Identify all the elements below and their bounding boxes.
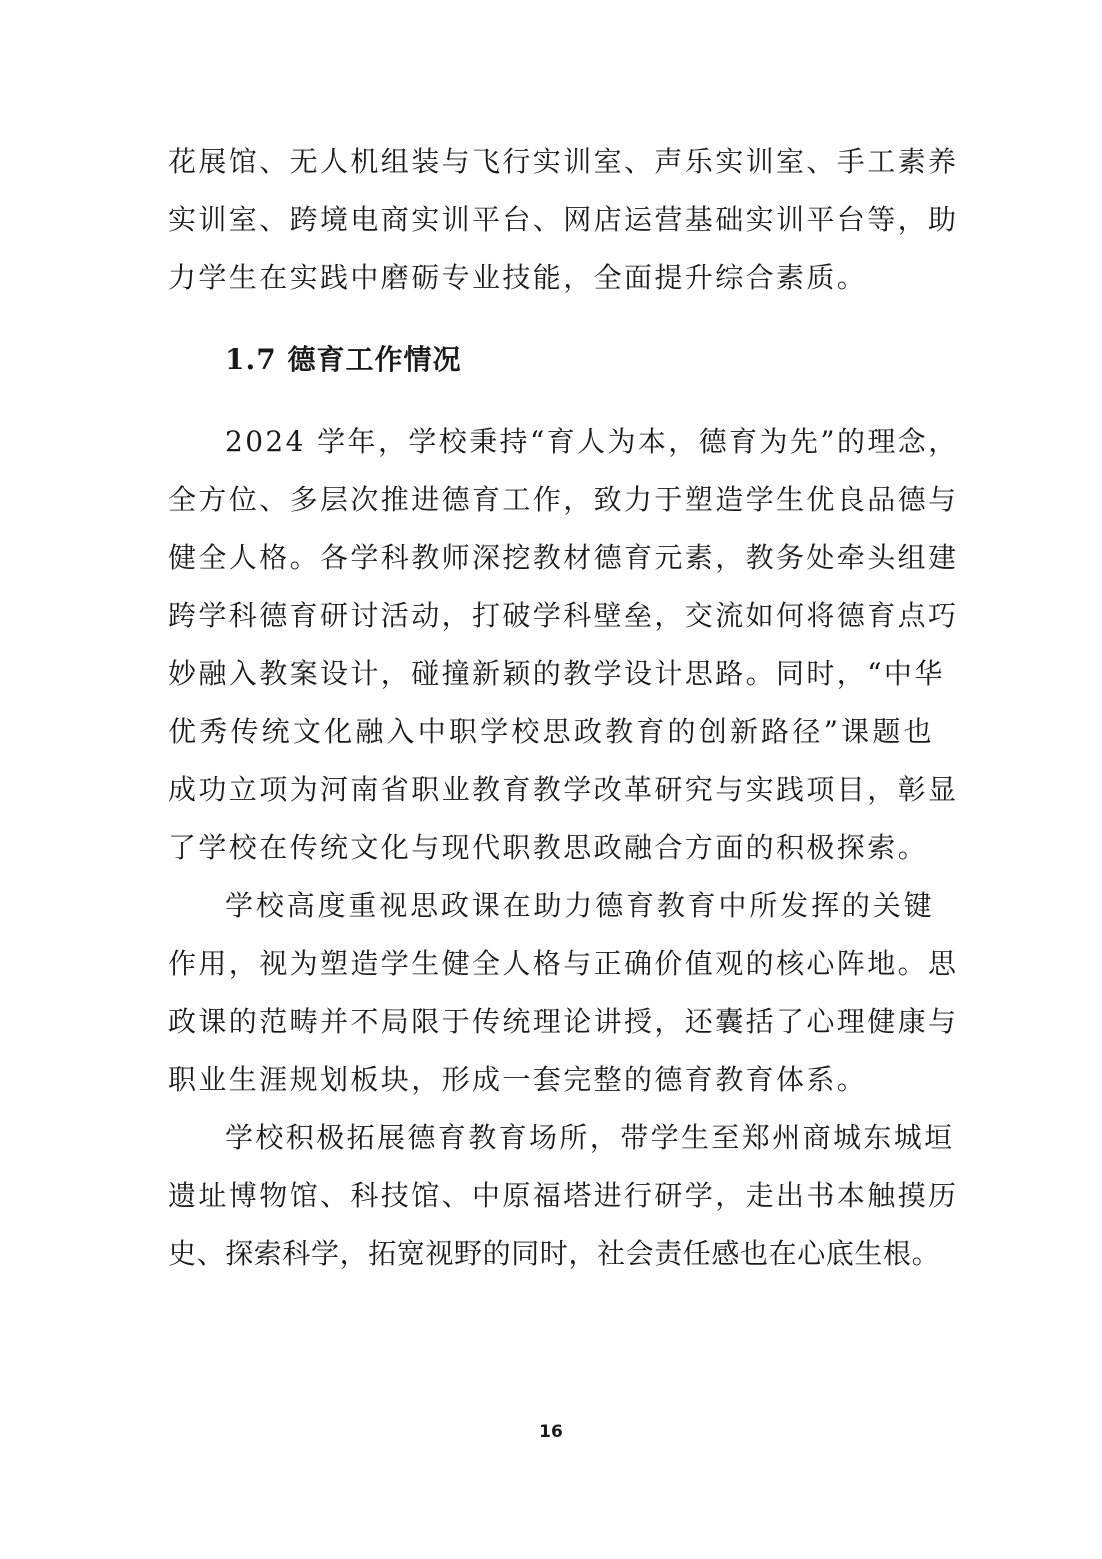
- top-paragraph-line-3: 力学生在实践中磨砺专业技能，全面提升综合素质。: [168, 261, 868, 294]
- paragraph-1-line-6: 优秀传统文化融入中职学校思政教育的创新路径”课题也: [168, 715, 934, 748]
- section-heading: 1.7 德育工作情况: [225, 343, 462, 376]
- paragraph-3-line-2: 遗址博物馆、科技馆、中原福塔进行研学，走出书本触摸历: [168, 1179, 959, 1212]
- paragraph-2-line-3: 政课的范畴并不局限于传统理论讲授，还囊括了心理健康与: [168, 1005, 959, 1038]
- paragraph-1-line-2: 全方位、多层次推进德育工作，致力于塑造学生优良品德与: [168, 483, 959, 516]
- paragraph-1-line-8: 了学校在传统文化与现代职教思政融合方面的积极探索。: [168, 831, 929, 864]
- paragraph-3-line-1: 学校积极拓展德育教育场所，带学生至郑州商城东城垣: [225, 1121, 955, 1154]
- top-paragraph-line-1: 花展馆、无人机组装与飞行实训室、声乐实训室、手工素养: [168, 145, 959, 178]
- paragraph-1-line-7: 成功立项为河南省职业教育教学改革研究与实践项目，彰显: [168, 773, 959, 806]
- paragraph-1-line-3: 健全人格。各学科教师深挖教材德育元素，教务处牵头组建: [168, 541, 959, 574]
- paragraph-1-line-5: 妙融入教案设计，碰撞新颖的教学设计思路。同时，“中华: [168, 657, 945, 690]
- paragraph-2-line-1: 学校高度重视思政课在助力德育教育中所发挥的关键: [225, 889, 934, 922]
- top-paragraph-line-2: 实训室、跨境电商实训平台、网店运营基础实训平台等，助: [168, 203, 959, 236]
- paragraph-1-line-1: 2024 学年，学校秉持“育人为本，德育为先”的理念，: [225, 425, 959, 458]
- paragraph-1-line-4: 跨学科德育研讨活动，打破学科壁垒，交流如何将德育点巧: [168, 599, 959, 632]
- paragraph-2-line-2: 作用，视为塑造学生健全人格与正确价值观的核心阵地。思: [168, 947, 959, 980]
- page-number: 16: [539, 1422, 563, 1442]
- paragraph-2-line-4: 职业生涯规划板块，形成一套完整的德育教育体系。: [168, 1063, 868, 1096]
- paragraph-3-line-3: 史、探索科学，拓宽视野的同时，社会责任感也在心底生根。: [168, 1237, 941, 1270]
